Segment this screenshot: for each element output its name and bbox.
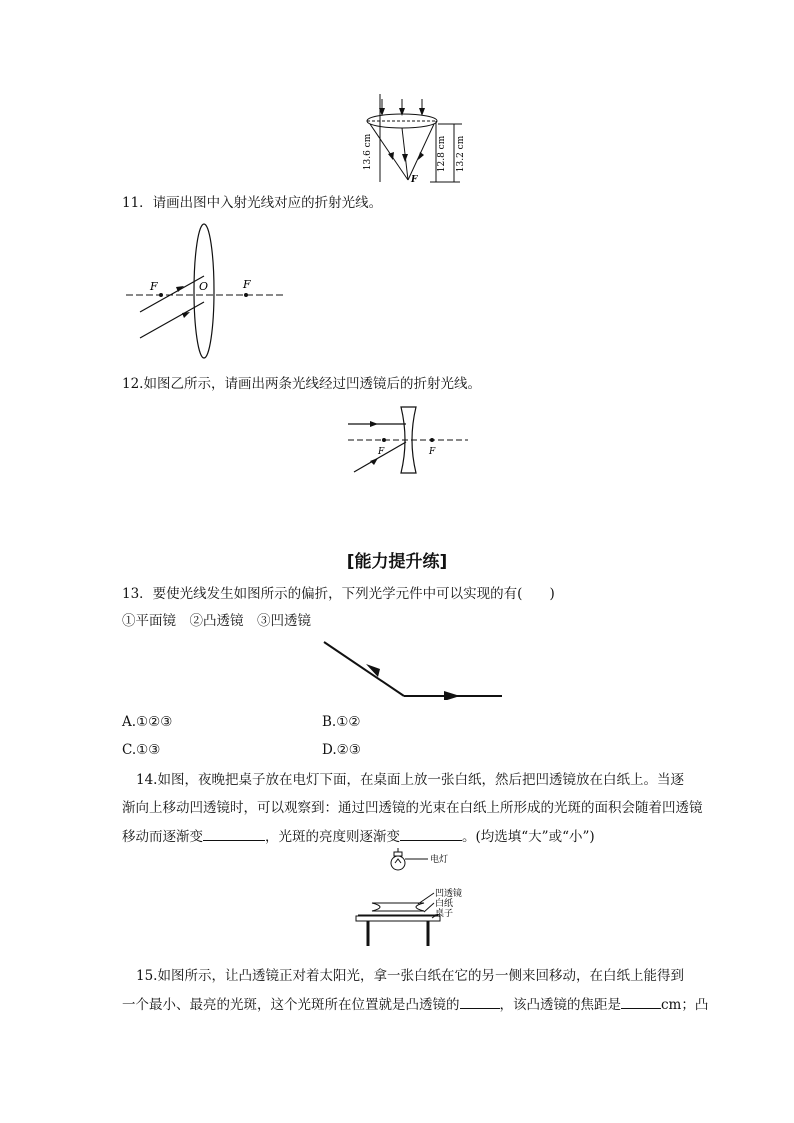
focus-right-dot <box>244 293 248 297</box>
choice-d-value: ②③ <box>336 742 361 758</box>
choice-c[interactable] <box>122 742 160 758</box>
label-f-left: F <box>150 280 158 293</box>
arrow-in-2 <box>399 108 405 116</box>
figure-q14-lamp-table <box>348 848 488 948</box>
choice-a[interactable] <box>122 714 172 730</box>
label-lamp: 电灯 <box>430 855 449 865</box>
figure-q13-deflected-ray <box>322 638 504 700</box>
question-11-text: 11．请画出图中入射光线对应的折射光线。 <box>122 195 383 211</box>
lamp-bulb <box>391 856 405 870</box>
label-focus-f: F <box>411 175 418 185</box>
arrow-out-1 <box>388 152 394 160</box>
q15-blank-1[interactable] <box>460 994 500 1009</box>
arrow-outgoing <box>444 691 460 700</box>
question-12-text: 12.如图乙所示，请画出两条光线经过凹透镜后的折射光线。 <box>122 376 481 392</box>
question-13-options: ①平面镜 ②凸透镜 ③凹透镜 <box>122 613 311 629</box>
choice-b-letter: B. <box>322 714 337 730</box>
q15-line2-part-b: ，该凸透镜的焦距是 <box>499 997 621 1013</box>
question-14-line2: 渐向上移动凹透镜时，可以观察到：通过凹透镜的光束在白纸上所形成的光斑的面积会随着凹透镜 <box>122 800 703 816</box>
figure-q11-convex-lens <box>124 220 290 362</box>
label-12-8: 12.8 cm <box>437 135 447 173</box>
figure-convex-lens-focus <box>330 94 480 186</box>
concave-lens-shape <box>372 903 424 911</box>
leader-lens <box>418 893 434 904</box>
choice-b[interactable] <box>322 714 360 730</box>
label-table: 桌子 <box>435 909 454 919</box>
figure-q12-concave-lens <box>346 404 470 476</box>
arrow-parallel <box>370 421 378 427</box>
question-15-line2 <box>122 994 708 1015</box>
label-lens: 凹透镜 <box>435 889 463 899</box>
q15-blank-2[interactable] <box>621 994 661 1009</box>
label-f-right: F <box>243 278 251 291</box>
arrow-out-2 <box>402 154 408 162</box>
lamp-socket <box>394 852 402 856</box>
choice-d-letter: D. <box>322 742 337 758</box>
q14-blank-2[interactable] <box>400 826 462 841</box>
table-top <box>356 916 440 921</box>
choice-c-value: ①③ <box>136 742 161 758</box>
question-15-line1: 15.如图所示，让凸透镜正对着太阳光，拿一张白纸在它的另一侧来回移动，在白纸上能得到 <box>136 968 684 984</box>
label-13-6: 13.6 cm <box>363 133 373 171</box>
choice-a-letter: A. <box>122 714 137 730</box>
choice-b-value: ①② <box>336 714 361 730</box>
arrow-ray-2 <box>182 312 190 318</box>
label-13-2: 13.2 cm <box>456 135 466 173</box>
focus-left-dot <box>382 438 386 442</box>
ray-incoming <box>324 642 404 696</box>
focus-left-dot <box>159 293 163 297</box>
label-f-left: F <box>378 447 385 457</box>
choice-a-value: ①②③ <box>136 714 173 730</box>
q14-line3-part-c: 。(均选填“大”或“小”) <box>462 829 595 845</box>
q15-line2-part-a: 一个最小、最亮的光斑，这个光斑所在位置就是凸透镜的 <box>122 997 460 1013</box>
question-14-line3 <box>122 826 595 847</box>
choice-c-letter: C. <box>122 742 137 758</box>
ray-out-3 <box>408 124 434 180</box>
lamp-filament <box>395 859 401 863</box>
label-paper: 白纸 <box>435 899 454 909</box>
label-o: O <box>199 280 209 293</box>
question-13-text: 13．要使光线发生如图所示的偏折，下列光学元件中可以实现的有( ) <box>122 586 555 602</box>
label-f-right: F <box>429 447 436 457</box>
q14-blank-1[interactable] <box>203 826 265 841</box>
focus-right-dot <box>430 438 434 442</box>
leader-paper <box>424 903 434 912</box>
section-title: [能力提升练] <box>346 552 448 572</box>
q15-line2-part-c: cm；凸 <box>661 997 709 1013</box>
arrow-oblique <box>370 458 378 465</box>
q14-line3-part-b: ，光斑的亮度则逐渐变 <box>265 829 400 845</box>
q14-line3-part-a: 移动而逐渐变 <box>122 829 203 845</box>
question-14-line1: 14.如图，夜晚把桌子放在电灯下面，在桌面上放一张白纸，然后把凹透镜放在白纸上。当逐 <box>136 772 684 788</box>
choice-d[interactable] <box>322 742 361 758</box>
